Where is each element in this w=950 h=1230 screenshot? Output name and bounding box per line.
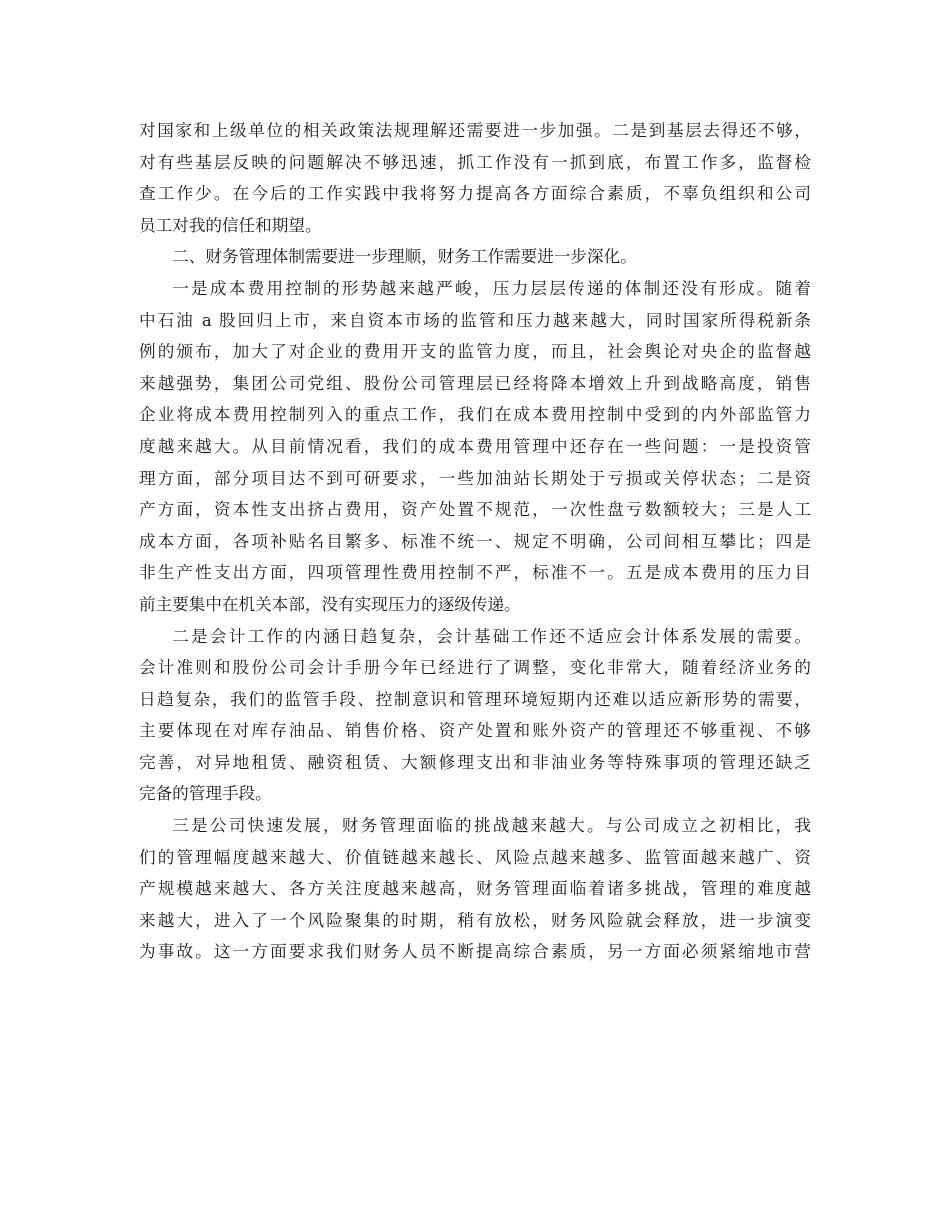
- text-line: 来越强势，集团公司党组、股份公司管理层已经将降本增效上升到战略高度，销售: [139, 373, 811, 393]
- text-line: 日趋复杂，我们的监管手段、控制意识和管理环境短期内还难以适应新形势的需要，: [139, 689, 811, 709]
- paragraph: [139, 810, 811, 968]
- text-line: 主要体现在对库存油品、销售价格、资产处置和账外资产的管理还不够重视、不够: [139, 721, 811, 741]
- text-line: 中石油 a 股回归上市，来自资本市场的监管和压力越来越大，同时国家所得税新条: [139, 310, 811, 330]
- text-line: 非生产性支出方面，四项管理性费用控制不严，标准不一。五是成本费用的压力目: [139, 563, 811, 583]
- text-line: 为事故。这一方面要求我们财务人员不断提高综合素质，另一方面必须紧缩地市营: [139, 942, 811, 962]
- text-line: 员工对我的信任和期望。: [139, 215, 322, 235]
- paragraph: [139, 115, 811, 241]
- text-line: 查工作少。在今后的工作实践中我将努力提高各方面综合素质，不辜负组织和公司: [139, 184, 811, 204]
- text-line: 成本方面，各项补贴名目繁多、标准不统一、规定不明确，公司间相互攀比；四是: [139, 531, 811, 551]
- paragraph: [139, 621, 811, 811]
- text-line: 前主要集中在机关本部，没有实现压力的逐级传递。: [139, 594, 521, 614]
- text-line: 例的颁布，加大了对企业的费用开支的监管力度，而且，社会舆论对央企的监督越: [139, 342, 811, 362]
- text-line: 们的管理幅度越来越大、价值链越来越长、风险点越来越多、监管面越来越广、资: [139, 847, 811, 867]
- text-line: 对国家和上级单位的相关政策法规理解还需要进一步加强。二是到基层去得还不够，: [139, 121, 811, 140]
- text-line: 理方面，部分项目达不到可研要求，一些加油站长期处于亏损或关停状态；二是资: [139, 468, 811, 488]
- section-heading: 二、财务管理体制需要进一步理顺，财务工作需要进一步深化。: [172, 247, 637, 267]
- paragraph-heading: [139, 241, 811, 273]
- body-text: [139, 115, 811, 968]
- text-line: 完备的管理手段。: [139, 784, 272, 804]
- text-line: 二是会计工作的内涵日趋复杂，会计基础工作还不适应会计体系发展的需要。: [172, 626, 811, 646]
- text-line: 度越来越大。从目前情况看，我们的成本费用管理中还存在一些问题：一是投资管: [139, 436, 811, 456]
- text-line: 完善，对异地租赁、融资租赁、大额修理支出和非油业务等特殊事项的管理还缺乏: [139, 752, 811, 772]
- text-line: 三是公司快速发展，财务管理面临的挑战越来越大。与公司成立之初相比，我: [172, 816, 811, 836]
- text-line: 来越大，进入了一个风险聚集的时期，稍有放松，财务风险就会释放，进一步演变: [139, 910, 811, 930]
- text-line: 企业将成本费用控制列入的重点工作，我们在成本费用控制中受到的内外部监管力: [139, 405, 811, 425]
- text-line: 产规模越来越大、各方关注度越来越高，财务管理面临着诸多挑战，管理的难度越: [139, 879, 811, 899]
- text-line: 会计准则和股份公司会计手册今年已经进行了调整，变化非常大，随着经济业务的: [139, 658, 811, 678]
- text-line: 对有些基层反映的问题解决不够迅速，抓工作没有一抓到底，布置工作多，监督检: [139, 152, 811, 172]
- paragraph: [139, 273, 811, 621]
- text-line: 产方面，资本性支出挤占费用，资产处置不规范，一次性盘亏数额较大；三是人工: [139, 500, 811, 520]
- text-line: 一是成本费用控制的形势越来越严峻，压力层层传递的体制还没有形成。随着: [172, 278, 811, 298]
